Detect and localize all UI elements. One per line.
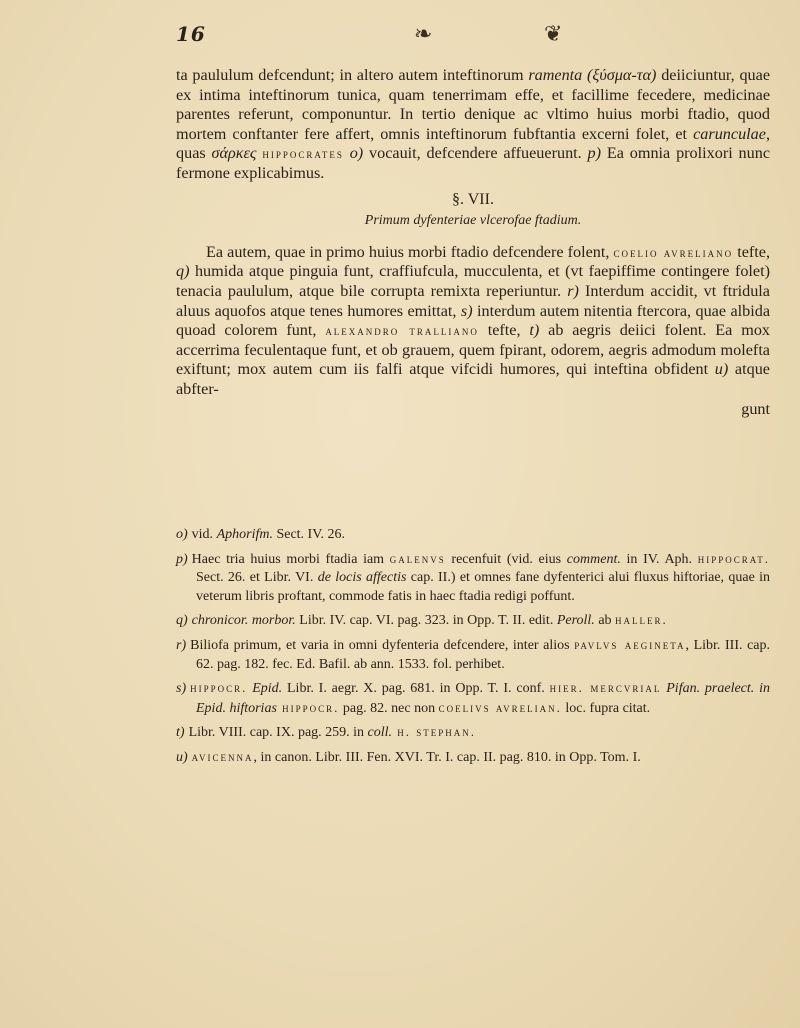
footnote-q [176, 611, 770, 631]
footnote-u [176, 748, 770, 768]
italic-term: coll. [367, 725, 393, 741]
text-run: Ea autem, quae in primo huius morbi ftadio defcendere folent, [206, 242, 614, 261]
page-header [176, 18, 740, 58]
italic-term: de locis affectis [317, 570, 407, 586]
text-run: in IV. Aph. [620, 551, 698, 567]
author-name: pavlvs aegineta [574, 636, 686, 652]
italic-term: Pifan. praelect. in Epid. hiftorias [196, 681, 771, 716]
footnote-mark: u) [176, 749, 188, 765]
text-run: recenfuit (vid. eius [445, 551, 567, 567]
text-run: Interdum accidit, vt ftridula aluus aquofos atque tenes humores emittat, [176, 281, 770, 320]
footnote-mark: r) [176, 637, 187, 653]
author-name: hippocrates [262, 146, 344, 162]
text-run: Ea omnia prolixori nunc fermone explicabimus. [176, 144, 771, 182]
text-run: , Libr. III. cap. 62. pag. 182. fec. Ed. Bafil. ab ann. 1533. fol. perhibet. [196, 637, 771, 672]
text-run: Sect. 26. et Libr. VI. [196, 570, 318, 586]
text-run: loc. fupra citat. [561, 700, 651, 716]
italic-term: Peroll. [556, 613, 595, 629]
section-heading: §. VII. [452, 190, 494, 208]
author-name: hippocr. [276, 699, 340, 715]
italic-term: Epid. [247, 681, 283, 697]
text-run: tefte, [733, 242, 770, 261]
author-name: galenvs [389, 550, 446, 566]
text-run: Libr. VIII. cap. IX. pag. 259. in [188, 725, 368, 741]
author-name: coelivs avrelian. [438, 699, 562, 715]
italic-term: chronicor. morbor. [191, 613, 296, 629]
note-reference: q) [176, 262, 190, 281]
note-reference: r) [567, 281, 579, 300]
text-run: vid. [191, 527, 217, 542]
italic-term: carunculae [693, 124, 766, 143]
text-run: cap. II.) et omnes fane dyfenterici alui fluxus hiftoriae, quae in veterum libris proftant, commode fatis in haec ftadia redigi poffunt. [196, 570, 771, 604]
text-run: Haec tria huius morbi ftadia iam [191, 551, 390, 567]
note-reference: s) [460, 301, 473, 320]
catchword: gunt [741, 399, 770, 418]
footnote-r [176, 636, 770, 674]
note-reference: o) [349, 144, 364, 163]
author-name: coelio avreliano [613, 244, 734, 260]
main-text [176, 66, 770, 419]
author-name: h. stephan. [392, 724, 477, 740]
greek-term: σάρκες [211, 144, 257, 163]
author-name: alexandro tralliano [325, 323, 479, 339]
text-run: humida atque pinguia funt, craffiufcula, mucculenta, et (vt faepiffime contingere folet) tenacia paululum, atque bile corrupta remixta reperiuntur. [176, 262, 770, 300]
note-reference: p) [587, 144, 602, 163]
footnotes [176, 526, 770, 773]
text-run: pag. 82. nec non [339, 700, 439, 716]
text-run: ta paululum defcendunt; in altero autem inteftinorum [176, 66, 529, 84]
paragraph-2 [176, 243, 770, 400]
footnote-mark: q) [176, 613, 188, 629]
greek-term: (ξύσμα- [587, 66, 637, 84]
greek-term: τα) [636, 66, 657, 84]
footnote-o [176, 526, 770, 545]
text-run: Libr. I. aegr. X. pag. 681. in Opp. T. I. conf. [282, 681, 550, 697]
footnote-p [176, 550, 770, 607]
text-run: vocauit, defcendere affueuerunt. [363, 144, 588, 163]
italic-term: Aphorifm. [216, 527, 273, 542]
text-run: atque abfter- [176, 360, 770, 398]
page-number: 16 [176, 22, 206, 46]
note-reference: u) [714, 360, 729, 379]
note-reference: t) [529, 321, 540, 340]
author-name: hippocrat. [697, 550, 770, 566]
footnote-s [176, 679, 770, 718]
paragraph-1 [176, 66, 770, 184]
text-run: tefte, [478, 321, 530, 340]
text-run: , in canon. Libr. III. Fen. XVI. Tr. I. cap. II. pag. 810. in Opp. Tom. I. [253, 749, 641, 765]
section-subheading: Primum dyfenteriae vlcerofae ftadium. [364, 213, 582, 229]
text-run: Libr. IV. cap. VI. pag. 323. in Opp. T. II. edit. [295, 613, 557, 629]
italic-term: comment. [566, 551, 621, 567]
italic-term: ramenta [528, 66, 583, 84]
author-name: avicenna [191, 748, 254, 764]
floral-ornament-icon: ❦ [544, 22, 563, 47]
text-run: interdum autem nitentia ftercora, quae albida quoad colorem funt, [176, 301, 771, 340]
footnote-mark: t) [176, 725, 185, 741]
text-run: , quas [176, 124, 770, 163]
footnote-mark: o) [176, 527, 188, 542]
footnote-t [176, 723, 770, 743]
author-name: hippocr. [190, 680, 248, 696]
fleuron-ornament-icon: ❧ [414, 22, 433, 47]
text-run: Sect. IV. 26. [272, 527, 346, 542]
author-name: haller. [615, 612, 668, 628]
footnote-mark: p) [176, 551, 188, 567]
text-run: ab [594, 613, 616, 629]
text-run: ab aegris deiici folent. Ea mox accerrima feculentaque funt, et ob grauem, quem fpirant, odorem, aegris admodum molefta exiftunt; mox autem cum iis falfi atque vifcidi humores, qui inteftina obfident [176, 321, 771, 379]
footnote-mark: s) [176, 681, 187, 697]
author-name: hier. mercvrial [549, 680, 662, 696]
text-run: deiiciuntur, quae ex intima inteftinorum tunica, quam tenerrimam effe, et facillime fecedere, medicinae parentes referunt, componuntur. In tertio denique ac vltimo huius morbi ftadio, quod mortem conftanter fere affert, omnis inteftinorum fubftantia excerni folet, et [176, 66, 771, 143]
text-run: Biliofa primum, et varia in omni dyfenteria defcendere, inter alios [190, 637, 575, 653]
